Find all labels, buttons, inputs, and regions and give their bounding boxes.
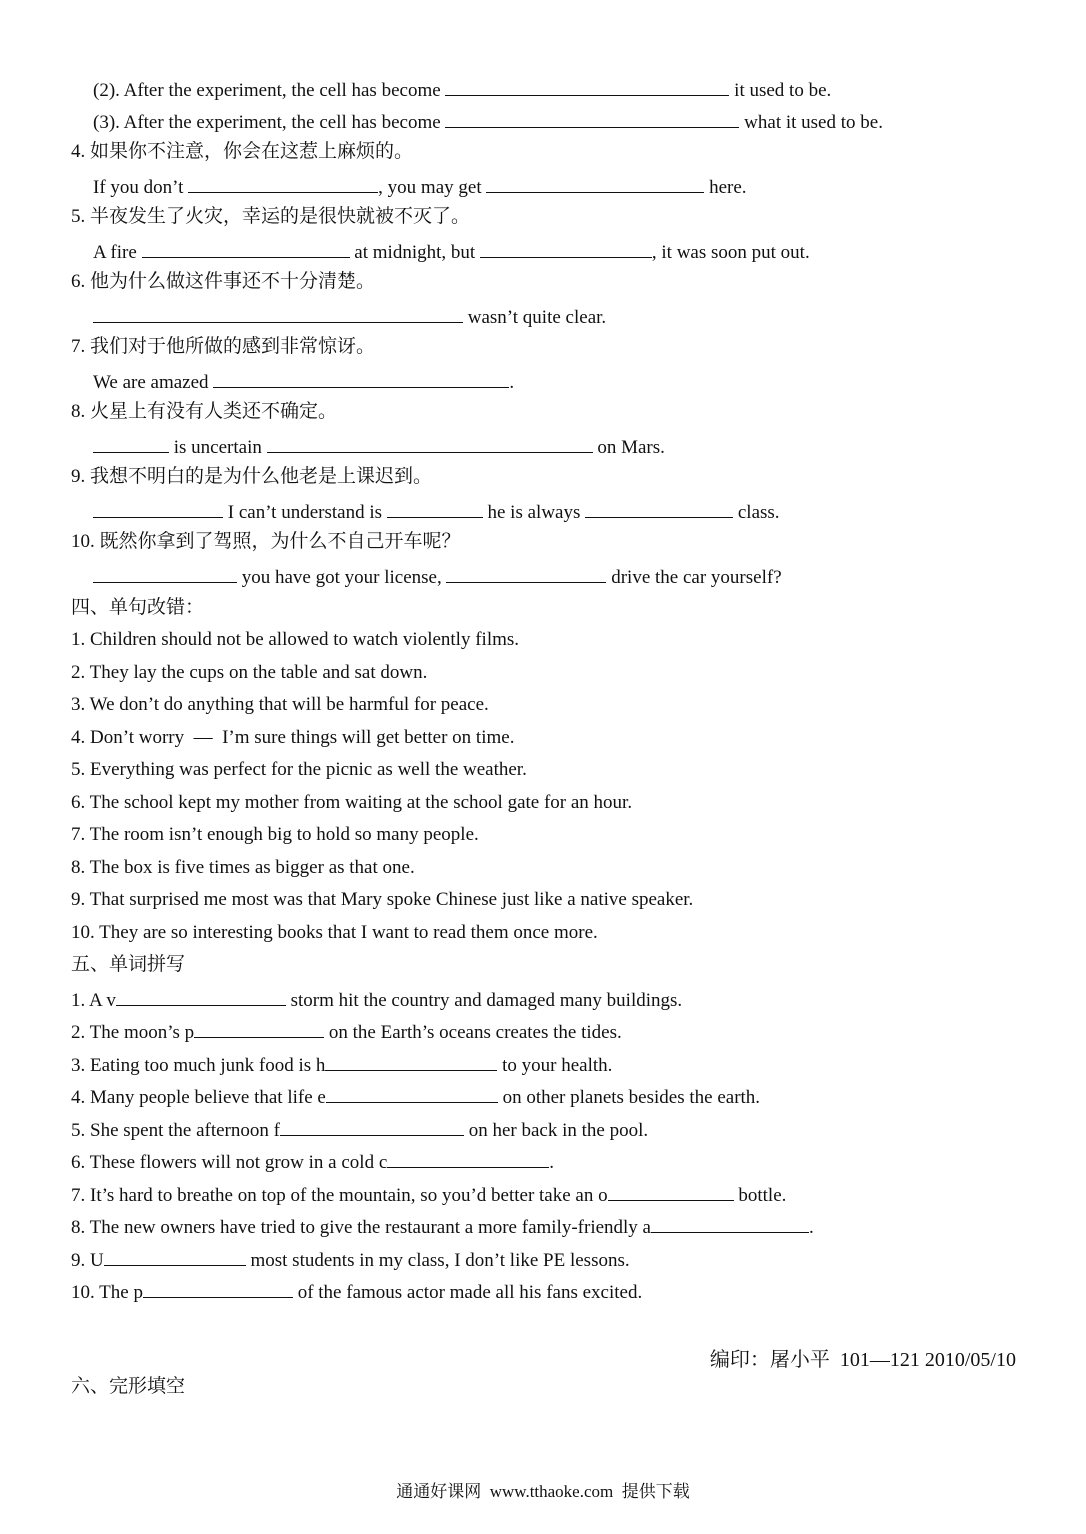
answer-blank[interactable] (194, 1019, 324, 1038)
translation-item-3: (3). After the experiment, the cell has become what it used to be. (93, 109, 883, 134)
answer-blank[interactable] (142, 239, 350, 258)
answer-blank[interactable] (93, 499, 223, 518)
answer-blank[interactable] (280, 1117, 464, 1136)
question-4-chinese: 4. 如果你不注意，你会在这惹上麻烦的。 (71, 141, 414, 162)
spelling-item: 2. The moon’s p on the Earth’s oceans creates the tides. (71, 1019, 622, 1044)
question-5-english: A fire at midnight, but , it was soon put out. (93, 239, 810, 264)
answer-blank[interactable] (143, 1279, 293, 1298)
spelling-item: 1. A v storm hit the country and damaged many buildings. (71, 987, 682, 1012)
spelling-item: 9. U most students in my class, I don’t like PE lessons. (71, 1247, 630, 1272)
answer-blank[interactable] (387, 499, 483, 518)
question-10-english: you have got your license, drive the car yourself? (93, 564, 782, 589)
page-footer: 通通好课网 www.tthaoke.com 提供下载 (396, 1482, 690, 1501)
answer-blank[interactable] (325, 1052, 497, 1071)
question-7-chinese: 7. 我们对于他所做的感到非常惊讶。 (71, 336, 376, 357)
error-correction-item: 6. The school kept my mother from waiting at the school gate for an hour. (71, 792, 633, 813)
question-7-english: We are amazed . (93, 369, 514, 394)
spelling-item: 3. Eating too much junk food is h to your health. (71, 1052, 612, 1077)
answer-blank[interactable] (445, 77, 729, 96)
error-correction-item: 3. We don’t do anything that will be harmful for peace. (71, 694, 489, 715)
section-5-heading: 五、单词拼写 (71, 954, 186, 975)
question-4-english: If you don’t , you may get here. (93, 174, 747, 199)
question-5-chinese: 5. 半夜发生了火灾，幸运的是很快就被不灭了。 (71, 206, 471, 227)
question-8-chinese: 8. 火星上有没有人类还不确定。 (71, 401, 338, 422)
answer-blank[interactable] (104, 1247, 246, 1266)
answer-blank[interactable] (93, 434, 169, 453)
spelling-item: 10. The p of the famous actor made all his fans excited. (71, 1279, 642, 1304)
error-correction-item: 2. They lay the cups on the table and sat down. (71, 662, 428, 683)
question-9-english: I can’t understand is he is always class. (93, 499, 780, 524)
answer-blank[interactable] (608, 1182, 734, 1201)
error-correction-item: 4. Don’t worry — I’m sure things will get better on time. (71, 727, 515, 748)
answer-blank[interactable] (585, 499, 733, 518)
section-6-heading: 六、完形填空 (71, 1376, 186, 1397)
answer-blank[interactable] (480, 239, 652, 258)
question-9-chinese: 9. 我想不明白的是为什么他老是上课迟到。 (71, 466, 433, 487)
spelling-item: 7. It’s hard to breathe on top of the mountain, so you’d better take an o bottle. (71, 1182, 786, 1207)
question-6-chinese: 6. 他为什么做这件事还不十分清楚。 (71, 271, 376, 292)
error-correction-item: 8. The box is five times as bigger as that one. (71, 857, 415, 878)
editor-credit: 编印：屠小平 101—121 2010/05/10 (709, 1349, 1016, 1371)
answer-blank[interactable] (326, 1084, 498, 1103)
answer-blank[interactable] (387, 1149, 549, 1168)
answer-blank[interactable] (93, 304, 463, 323)
answer-blank[interactable] (486, 174, 704, 193)
question-8-english: is uncertain on Mars. (93, 434, 665, 459)
answer-blank[interactable] (267, 434, 593, 453)
error-correction-item: 1. Children should not be allowed to watch violently films. (71, 629, 520, 650)
spelling-item: 8. The new owners have tried to give the restaurant a more family-friendly a . (71, 1214, 814, 1239)
answer-blank[interactable] (213, 369, 509, 388)
question-6-english: wasn’t quite clear. (93, 304, 606, 329)
answer-blank[interactable] (446, 564, 606, 583)
question-10-chinese: 10. 既然你拿到了驾照，为什么不自己开车呢？ (71, 531, 461, 552)
error-correction-item: 5. Everything was perfect for the picnic as well the weather. (71, 759, 527, 780)
translation-item-2: (2). After the experiment, the cell has become it used to be. (93, 77, 831, 102)
section-4-heading: 四、单句改错： (71, 597, 205, 618)
error-correction-item: 7. The room isn’t enough big to hold so many people. (71, 824, 479, 845)
answer-blank[interactable] (188, 174, 378, 193)
answer-blank[interactable] (93, 564, 237, 583)
answer-blank[interactable] (116, 987, 286, 1006)
spelling-item: 5. She spent the afternoon f on her back in the pool. (71, 1117, 648, 1142)
answer-blank[interactable] (651, 1214, 809, 1233)
answer-blank[interactable] (445, 109, 739, 128)
error-correction-item: 10. They are so interesting books that I want to read them once more. (71, 922, 598, 943)
spelling-item: 6. These flowers will not grow in a cold c . (71, 1149, 554, 1174)
error-correction-item: 9. That surprised me most was that Mary spoke Chinese just like a native speaker. (71, 889, 694, 910)
spelling-item: 4. Many people believe that life e on other planets besides the earth. (71, 1084, 760, 1109)
